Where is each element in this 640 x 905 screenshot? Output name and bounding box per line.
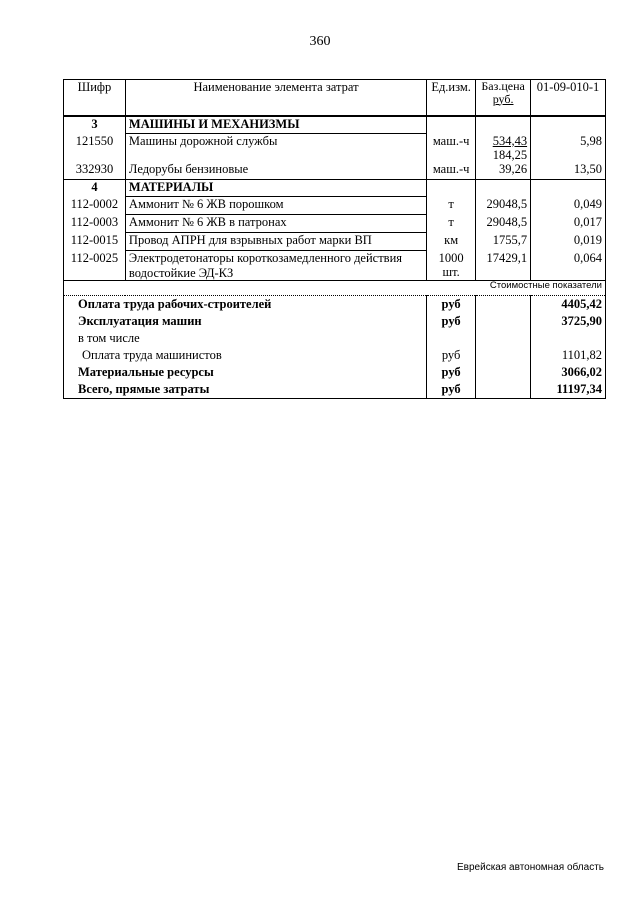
region-footer: Еврейская автономная область	[457, 862, 604, 873]
row-name	[125, 251, 426, 281]
row-price: 17429,1	[476, 251, 531, 281]
summary-name: Всего, прямые затраты	[64, 381, 427, 399]
summary-name: в том числе	[64, 330, 427, 347]
row-unit: т	[427, 197, 476, 215]
row-name: Аммонит № 6 ЖВ в патронах	[125, 215, 426, 233]
summary-name: Оплата труда машинистов	[64, 347, 427, 364]
row-code: 112-0002	[64, 197, 126, 215]
section-row	[64, 180, 606, 197]
summary-caption-row	[64, 281, 606, 296]
row-price-second: 184,25	[492, 147, 528, 162]
summary-row	[64, 313, 606, 330]
summary-unit: руб	[427, 313, 476, 330]
row-value: 0,017	[531, 215, 606, 233]
row-price-value: 534,43	[492, 133, 528, 148]
header-price	[476, 80, 531, 117]
header-norm-code: 01-09-010-1	[531, 80, 606, 117]
summary-value: 3725,90	[531, 313, 606, 330]
section-title: МАШИНЫ И МЕХАНИЗМЫ	[125, 116, 426, 134]
summary-unit: руб	[427, 364, 476, 381]
row-unit: маш.-ч	[427, 162, 476, 180]
summary-unit: руб	[427, 296, 476, 314]
summary-caption: Стоимостные показатели	[64, 281, 606, 296]
row-unit	[427, 251, 476, 281]
summary-name: Эксплуатация машин	[64, 313, 427, 330]
summary-unit: руб	[427, 381, 476, 399]
header-price-label: Баз.цена	[481, 79, 525, 93]
table-header-row	[64, 80, 606, 117]
section-number: 3	[64, 116, 126, 134]
header-price-unit: руб.	[492, 91, 514, 106]
row-value: 0,064	[531, 251, 606, 281]
row-code: 112-0003	[64, 215, 126, 233]
table-row	[64, 197, 606, 215]
summary-row	[64, 381, 606, 399]
table-row	[64, 251, 606, 281]
section-number: 4	[64, 180, 126, 197]
row-unit: маш.-ч	[427, 134, 476, 163]
row-price: 1755,7	[476, 233, 531, 251]
header-code: Шифр	[64, 80, 126, 117]
table-row	[64, 134, 606, 163]
row-value: 13,50	[531, 162, 606, 180]
row-unit: км	[427, 233, 476, 251]
row-unit: т	[427, 215, 476, 233]
row-name: Аммонит № 6 ЖВ порошком	[125, 197, 426, 215]
row-name: Машины дорожной службы	[125, 134, 426, 163]
summary-unit: руб	[427, 347, 476, 364]
table-row	[64, 233, 606, 251]
summary-value: 11197,34	[531, 381, 606, 399]
row-value: 5,98	[531, 134, 606, 163]
summary-value: 4405,42	[531, 296, 606, 314]
summary-row	[64, 330, 606, 347]
page-number: 360	[309, 34, 331, 49]
row-price	[476, 134, 531, 163]
row-name-line: водостойкие ЭД-КЗ	[128, 265, 234, 280]
row-value: 0,019	[531, 233, 606, 251]
cost-table	[63, 79, 606, 399]
row-unit-line: шт.	[442, 265, 460, 280]
summary-value: 3066,02	[531, 364, 606, 381]
header-unit: Ед.изм.	[427, 80, 476, 117]
row-unit-line: 1000	[438, 250, 464, 265]
section-row	[64, 116, 606, 134]
row-price: 29048,5	[476, 215, 531, 233]
row-code: 332930	[64, 162, 126, 180]
summary-row	[64, 364, 606, 381]
row-value: 0,049	[531, 197, 606, 215]
section-title: МАТЕРИАЛЫ	[125, 180, 426, 197]
row-code: 112-0025	[64, 251, 126, 281]
summary-name: Оплата труда рабочих-строителей	[64, 296, 427, 314]
header-name: Наименование элемента затрат	[125, 80, 426, 117]
summary-value: 1101,82	[531, 347, 606, 364]
summary-name: Материальные ресурсы	[64, 364, 427, 381]
table-row	[64, 162, 606, 180]
row-name-line: Электродетонаторы короткозамедленного действия	[128, 251, 403, 266]
row-name: Провод АПРН для взрывных работ марки ВП	[125, 233, 426, 251]
row-price: 29048,5	[476, 197, 531, 215]
row-price: 39,26	[476, 162, 531, 180]
row-name: Ледорубы бензиновые	[125, 162, 426, 180]
summary-row	[64, 347, 606, 364]
table-row	[64, 215, 606, 233]
row-code: 121550	[64, 134, 126, 163]
summary-row	[64, 296, 606, 314]
row-code: 112-0015	[64, 233, 126, 251]
